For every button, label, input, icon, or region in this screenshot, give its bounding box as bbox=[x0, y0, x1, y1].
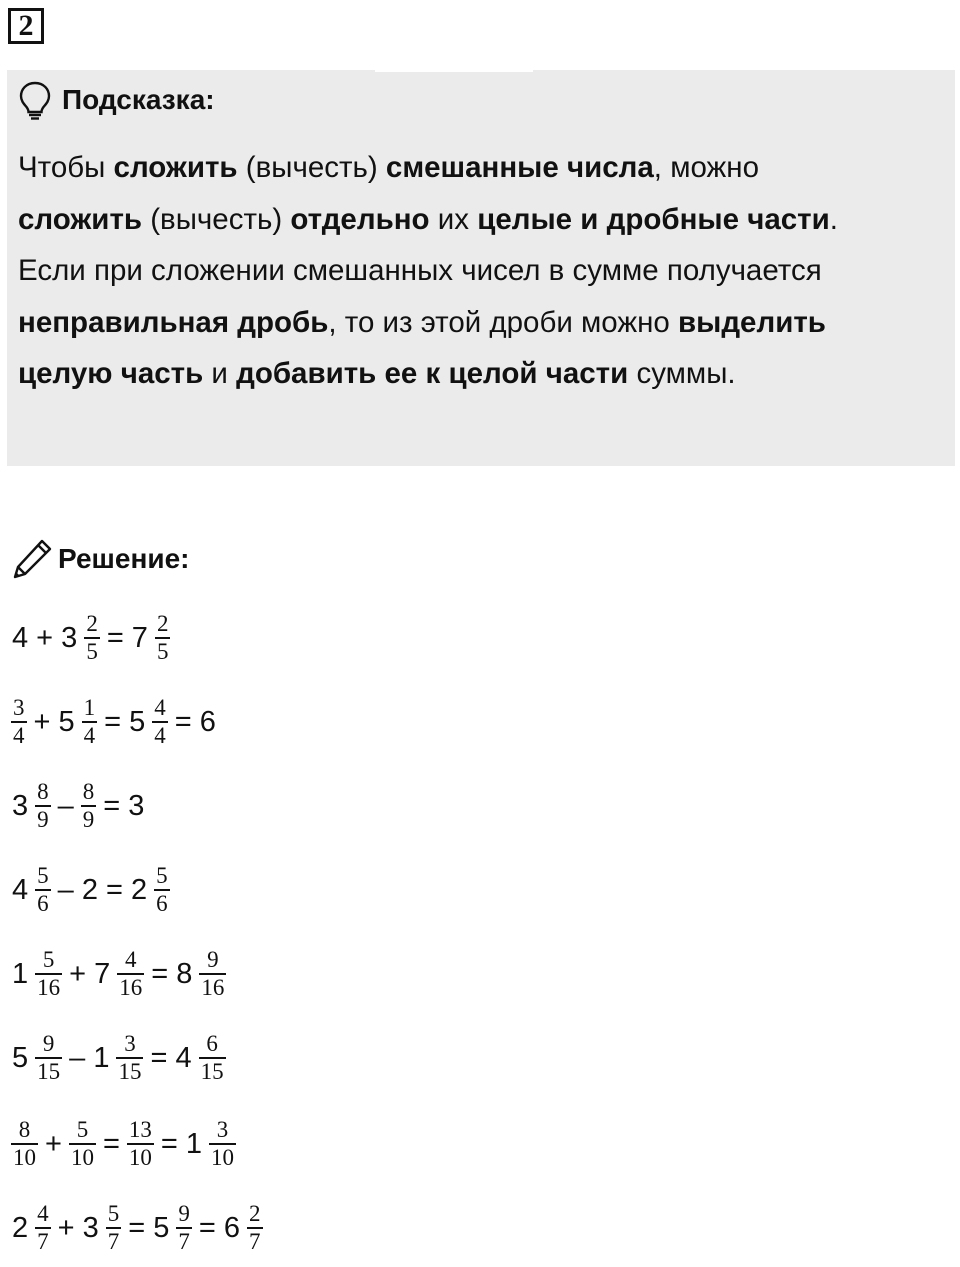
fraction bbox=[155, 611, 171, 665]
hint-text-run: их bbox=[429, 202, 478, 236]
hint-line bbox=[18, 194, 938, 246]
fraction-numerator: 5 bbox=[37, 863, 49, 888]
solution-header bbox=[10, 536, 189, 582]
hint-text-run: и bbox=[203, 357, 237, 390]
equation-text: = 5 bbox=[104, 705, 146, 738]
hint-line bbox=[18, 245, 938, 297]
fraction bbox=[152, 695, 168, 749]
hint-header bbox=[16, 78, 215, 122]
equation bbox=[8, 942, 229, 1006]
fraction-denominator: 6 bbox=[156, 891, 168, 916]
fraction bbox=[82, 695, 98, 749]
fraction bbox=[116, 1031, 143, 1085]
equation-text: 1 bbox=[12, 957, 29, 990]
pencil-icon bbox=[10, 537, 54, 581]
fraction bbox=[84, 611, 100, 665]
fraction-denominator: 9 bbox=[82, 807, 95, 832]
fraction-denominator: 15 bbox=[118, 1059, 142, 1084]
fraction bbox=[11, 1117, 38, 1171]
equation-text: + 7 bbox=[69, 957, 111, 990]
fraction bbox=[117, 947, 144, 1001]
fraction bbox=[35, 1031, 62, 1085]
fraction-numerator: 4 bbox=[37, 1201, 49, 1226]
equation-text: = 6 bbox=[174, 705, 216, 738]
fraction bbox=[199, 947, 226, 1001]
equation-text: 4 bbox=[12, 873, 29, 906]
fraction-numerator: 8 bbox=[82, 779, 95, 804]
fraction-numerator: 2 bbox=[156, 611, 169, 636]
fraction-numerator: 3 bbox=[216, 1117, 229, 1142]
fraction bbox=[35, 779, 51, 833]
fraction-numerator: 2 bbox=[86, 611, 98, 636]
fraction-numerator: 5 bbox=[107, 1201, 120, 1226]
fraction bbox=[209, 1117, 236, 1171]
fraction bbox=[35, 863, 51, 917]
equation bbox=[8, 774, 148, 838]
hint-text-run: Если при сложении смешанных чисел в сумме получается bbox=[18, 254, 822, 287]
equation bbox=[8, 858, 173, 922]
fraction-denominator: 15 bbox=[37, 1059, 61, 1084]
equation bbox=[8, 690, 220, 754]
hint-text-run: , то из этой дроби можно bbox=[328, 305, 678, 339]
fraction-denominator: 16 bbox=[119, 975, 143, 1000]
equation-text: – bbox=[57, 789, 74, 822]
fraction bbox=[199, 1031, 226, 1085]
fraction-numerator: 6 bbox=[206, 1031, 218, 1056]
fraction-numerator: 9 bbox=[207, 947, 219, 972]
fraction-denominator: 9 bbox=[37, 807, 49, 832]
hint-bold-text: добавить ее к целой части bbox=[236, 357, 629, 390]
fraction-denominator: 4 bbox=[13, 723, 25, 748]
fraction-numerator: 3 bbox=[124, 1031, 136, 1056]
hint-text-run: Чтобы bbox=[18, 151, 114, 184]
fraction bbox=[106, 1201, 122, 1255]
fraction-denominator: 7 bbox=[107, 1229, 120, 1254]
fraction-numerator: 2 bbox=[249, 1201, 261, 1226]
fraction-denominator: 16 bbox=[201, 975, 225, 1000]
equation bbox=[8, 606, 173, 670]
fraction-numerator: 4 bbox=[154, 695, 166, 720]
equation bbox=[8, 1112, 239, 1176]
hint-bold-text: целую часть bbox=[18, 357, 204, 390]
fraction-denominator: 15 bbox=[200, 1059, 224, 1084]
fraction-numerator: 13 bbox=[128, 1117, 152, 1142]
lightbulb-icon bbox=[16, 80, 54, 120]
equation-text: + 5 bbox=[33, 705, 75, 738]
fraction-denominator: 10 bbox=[13, 1145, 36, 1170]
equation-text: 4 + 3 bbox=[12, 621, 78, 654]
equation-text: = 4 bbox=[150, 1041, 192, 1074]
equation-text: – 2 = 2 bbox=[57, 873, 148, 906]
equation-text: = 3 bbox=[103, 789, 145, 822]
equation-text: – 1 bbox=[69, 1041, 110, 1074]
hint-text-run: . bbox=[829, 202, 838, 236]
solution-title: Решение: bbox=[58, 543, 190, 574]
equation-text: = 8 bbox=[151, 957, 193, 990]
hint-line bbox=[18, 142, 938, 194]
fraction bbox=[11, 695, 27, 749]
fraction-numerator: 8 bbox=[18, 1117, 31, 1142]
fraction bbox=[35, 947, 62, 1001]
hint-title: Подсказка: bbox=[62, 84, 215, 115]
equation-text: 3 bbox=[12, 789, 29, 822]
fraction-denominator: 6 bbox=[37, 891, 49, 916]
equation-text: = 5 bbox=[128, 1211, 170, 1244]
fraction-numerator: 5 bbox=[42, 947, 55, 972]
fraction-numerator: 5 bbox=[76, 1117, 89, 1142]
equation-text: = 1 bbox=[160, 1127, 202, 1160]
hint-line bbox=[18, 297, 938, 349]
equation-text: + 3 bbox=[57, 1211, 99, 1244]
hint-bold-text: сложить bbox=[113, 151, 238, 184]
equation bbox=[8, 1196, 266, 1260]
hint-bold-text: выделить bbox=[678, 305, 826, 339]
equation-text: = 7 bbox=[106, 621, 148, 654]
equation bbox=[8, 1026, 229, 1090]
hint-text-run: , можно bbox=[653, 151, 759, 184]
equation-text: + bbox=[45, 1127, 62, 1160]
hint-bold-text: целые и дробные части bbox=[477, 202, 830, 236]
fraction-denominator: 7 bbox=[249, 1229, 261, 1254]
fraction-numerator: 8 bbox=[37, 779, 49, 804]
hint-line bbox=[18, 348, 938, 400]
equation-text: 2 bbox=[12, 1211, 29, 1244]
fraction bbox=[127, 1117, 154, 1171]
task-number: 2 bbox=[8, 8, 44, 44]
fraction-denominator: 4 bbox=[154, 723, 166, 748]
hint-bold-text: неправильная дробь bbox=[18, 305, 329, 339]
hint-box-tab bbox=[375, 66, 533, 72]
fraction-numerator: 1 bbox=[83, 695, 96, 720]
hint-bold-text: смешанные числа bbox=[385, 151, 654, 184]
fraction-denominator: 10 bbox=[211, 1145, 234, 1170]
fraction bbox=[81, 779, 97, 833]
fraction-numerator: 9 bbox=[178, 1201, 190, 1226]
fraction bbox=[69, 1117, 96, 1171]
fraction bbox=[176, 1201, 192, 1255]
fraction-denominator: 7 bbox=[178, 1229, 190, 1254]
hint-text-run: суммы. bbox=[628, 357, 736, 390]
fraction bbox=[247, 1201, 263, 1255]
hint-bold-text: сложить bbox=[18, 202, 143, 236]
fraction-denominator: 16 bbox=[37, 975, 61, 1000]
equation-text: = bbox=[102, 1127, 120, 1160]
fraction-denominator: 5 bbox=[156, 639, 169, 664]
hint-text bbox=[18, 142, 938, 400]
hint-text-run: (вычесть) bbox=[142, 202, 291, 236]
hint-text-run: (вычесть) bbox=[237, 151, 386, 184]
fraction-numerator: 5 bbox=[156, 863, 168, 888]
fraction bbox=[154, 863, 170, 917]
hint-bold-text: отдельно bbox=[290, 202, 430, 236]
fraction-numerator: 9 bbox=[42, 1031, 55, 1056]
equation-text: = 6 bbox=[198, 1211, 241, 1244]
fraction-numerator: 3 bbox=[13, 695, 25, 720]
fraction-numerator: 4 bbox=[125, 947, 137, 972]
equation-text: 5 bbox=[12, 1041, 29, 1074]
fraction-denominator: 4 bbox=[83, 723, 96, 748]
fraction-denominator: 7 bbox=[37, 1229, 49, 1254]
fraction-denominator: 5 bbox=[86, 639, 98, 664]
fraction-denominator: 10 bbox=[128, 1145, 152, 1170]
fraction bbox=[35, 1201, 51, 1255]
fraction-denominator: 10 bbox=[70, 1145, 94, 1170]
